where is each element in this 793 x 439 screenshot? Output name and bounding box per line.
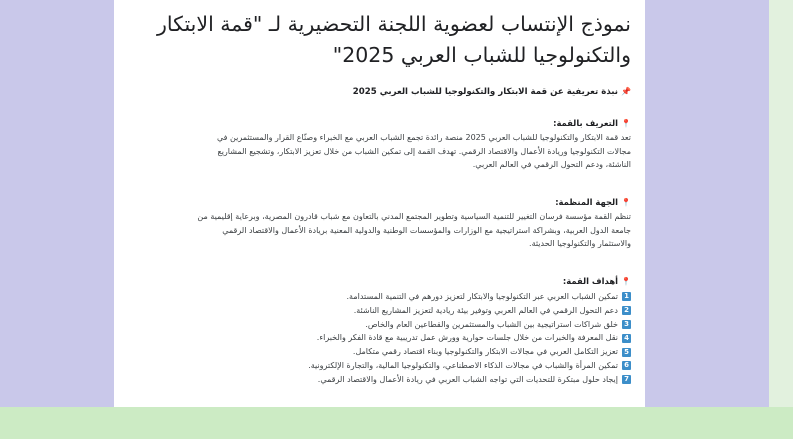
form-header-card [114, 0, 645, 407]
number-badge-icon: 2 [622, 306, 631, 315]
round-pin-icon: 📍 [621, 198, 631, 207]
definition-heading [131, 118, 631, 128]
number-badge-icon: 6 [622, 361, 631, 370]
definition-heading-text: التعريف بالقمة: [553, 118, 619, 128]
goal-item [126, 304, 631, 318]
goal-item [126, 345, 631, 359]
organizer-line: تنظم القمة مؤسسة فرسان التغيير للتنمية السياسية وتطوير المجتمع المدني بالتعاون مع شباب قادرون المصرية، وبرعاية إقليمية من [197, 212, 631, 221]
goal-item [126, 331, 631, 345]
number-badge-icon: 7 [622, 375, 631, 384]
goal-text: تمكين الشباب العربي عبر التكنولوجيا والابتكار لتعزيز دورهم في التنمية المستدامة. [346, 292, 618, 301]
round-pin-icon: 📍 [621, 277, 631, 286]
organizer-line: جامعة الدول العربية، وبشراكة استراتيجية مع الوزارات والمؤسسات الوطنية والدولية المعنية بريادة الأعمال والاقتصاد الرقمي [222, 225, 631, 235]
right-edge-strip [769, 0, 793, 439]
bottom-band [0, 407, 793, 439]
organizer-heading-text: الجهة المنظمة: [555, 197, 619, 207]
definition-line: تعد قمة الابتكار والتكنولوجيا للشباب العربي 2025 منصة رائدة تجمع الشباب العربي مع الخبراء وصنّاع القرار والمستثمرين في [216, 133, 631, 142]
goal-item [126, 359, 631, 373]
goal-item [126, 318, 631, 332]
goal-text: تعزيز التكامل العربي في مجالات الابتكار والتكنولوجيا وبناء اقتصاد رقمي متكامل. [352, 347, 618, 357]
number-badge-icon: 1 [622, 292, 631, 301]
form-title-line-2: والتكنولوجيا للشباب العربي 2025" [332, 43, 631, 67]
intro-text: نبذة تعريفية عن قمة الابتكار والتكنولوجيا للشباب العربي 2025 [352, 87, 619, 97]
goal-text: نقل المعرفة والخبرات من خلال جلسات حوارية وورش عمل تدريبية مع قادة الفكر والخبراء. [316, 333, 618, 343]
form-title-line-1: نموذج الإنتساب لعضوية اللجنة التحضيرية لـ "قمة الابتكار [157, 12, 631, 36]
number-badge-icon: 3 [622, 320, 631, 329]
goals-heading-text: أهداف القمة: [562, 276, 619, 286]
intro-heading [131, 87, 631, 97]
number-badge-icon: 5 [622, 348, 631, 357]
definition-paragraph [126, 131, 631, 172]
pushpin-icon: 📌 [621, 87, 631, 96]
definition-line: الناشئة، ودعم التحول الرقمي في العالم العربي. [472, 160, 631, 170]
goal-text: خلق شراكات استراتيجية بين الشباب والمستثمرين والقطاعين العام والخاص. [365, 319, 618, 329]
organizer-heading [131, 197, 631, 207]
goal-item [126, 290, 631, 304]
number-badge-icon: 4 [622, 334, 631, 343]
organizer-line: والاستثمار والتكنولوجيا الحديثة. [529, 239, 631, 249]
goal-item [126, 373, 631, 387]
goals-heading [131, 276, 631, 286]
organizer-paragraph [126, 210, 631, 251]
goals-list [126, 290, 631, 387]
definition-line: مجالات التكنولوجيا وريادة الأعمال والاقتصاد الرقمي. تهدف القمة إلى تمكين الشباب من خلال تعزيز الابتكار، وتشجيع المشاريع [217, 146, 631, 156]
form-title [131, 9, 631, 71]
goal-text: تمكين المرأة والشباب في مجالات الذكاء الاصطناعي، والتكنولوجيا المالية، والتجارة الإلكترونية. [308, 360, 618, 370]
goal-text: دعم التحول الرقمي في العالم العربي وتوفير بيئة ريادية لتعزيز المشاريع الناشئة. [353, 305, 618, 315]
goal-text: إيجاد حلول مبتكرة للتحديات التي تواجه الشباب العربي في ريادة الأعمال والاقتصاد الرقمي. [317, 374, 618, 384]
round-pin-icon: 📍 [621, 119, 631, 128]
